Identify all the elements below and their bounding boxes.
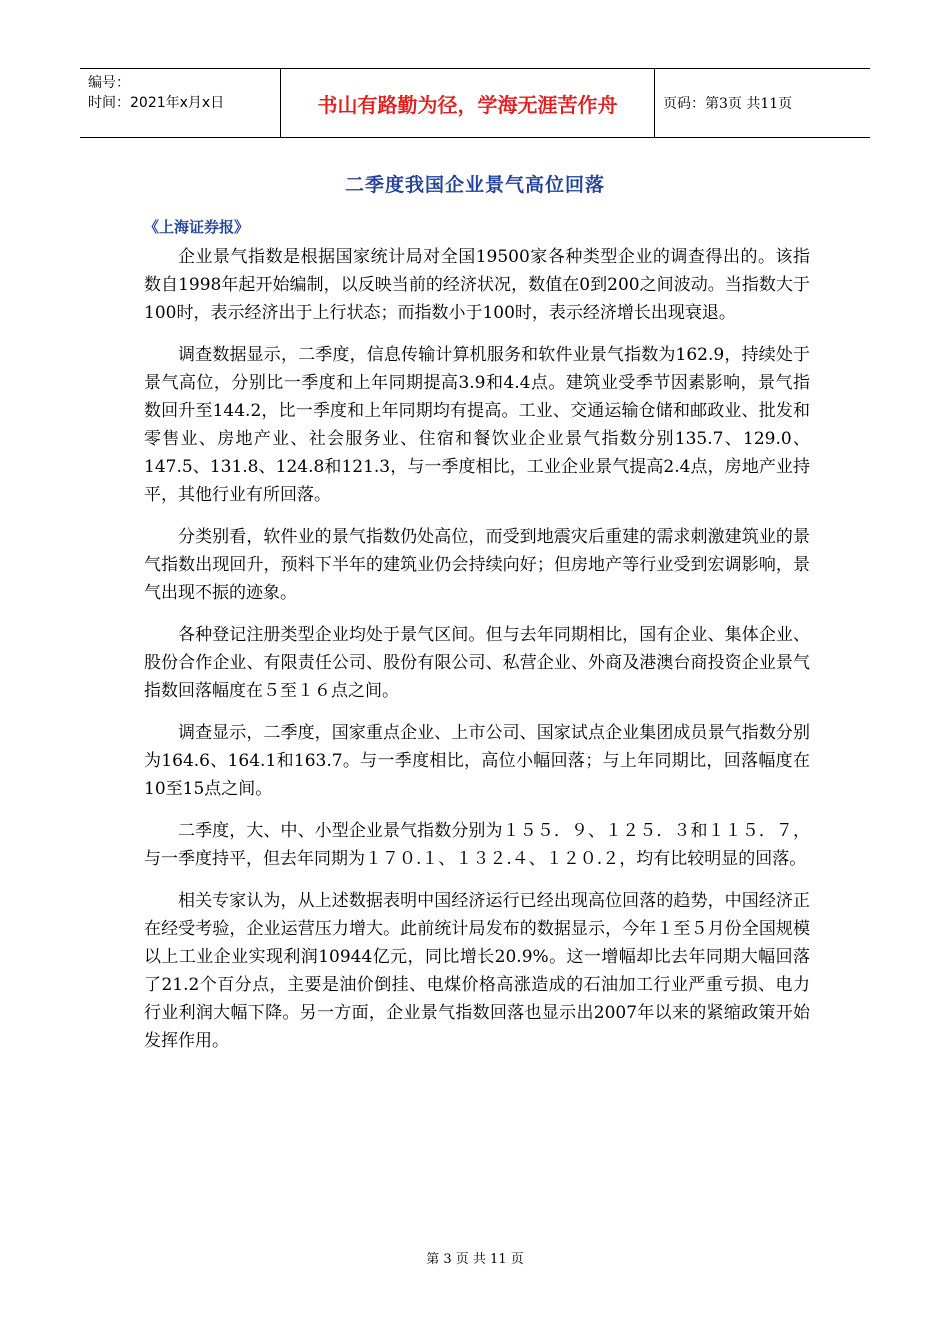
article-paragraph: 调查数据显示，二季度，信息传输计算机服务和软件业景气指数为162.9，持续处于景气高位，分别比一季度和上年同期提高3.9和4.4点。建筑业受季节因素影响，景气指数回升至144.2，比一季度和上年同期均有提高。工业、交通运输仓储和邮政业、批发和零售业、房地产业、社会服务业、住宿和餐饮业企业景气指数分别135.7、129.0、147.5、131.8、124.8和121.3，与一季度相比，工业企业景气提高2.4点，房地产业持平，其他行业有所回落。 (144, 345, 810, 505)
article-paragraph: 各种登记注册类型企业均处于景气区间。但与去年同期相比，国有企业、集体企业、股份合作企业、有限责任公司、股份有限公司、私营企业、外商及港澳台商投资企业景气指数回落幅度在５至１６点之间。 (144, 625, 810, 701)
article-paragraph: 二季度，大、中、小型企业景气指数分别为１５５．９、１２５．３和１１５．７，与一季度持平，但去年同期为１７０.１、１３２.４、１２０.２，均有比较明显的回落。 (144, 821, 810, 869)
article-title: 二季度我国企业景气高位回落 (344, 174, 605, 196)
article-paragraph: 调查显示，二季度，国家重点企业、上市公司、国家试点企业集团成员景气指数分别为164.6、164.1和163.7。与一季度相比，高位小幅回落；与上年同期比，回落幅度在10至15点之间。 (144, 723, 810, 799)
header-meta (80, 69, 281, 137)
header-page-info: 页码：第3页 共11页 (663, 96, 793, 112)
article-paragraph: 相关专家认为，从上述数据表明中国经济运行已经出现高位回落的趋势，中国经济正在经受考验，企业运营压力增大。此前统计局发布的数据显示，今年１至５月份全国规模以上工业企业实现利润10944亿元，同比增长20.9%。这一增幅却比去年同期大幅回落了21.2个百分点，主要是油价倒挂、电煤价格高涨造成的石油加工行业严重亏损、电力行业利润大幅下降。另一方面，企业景气指数回落也显示出2007年以来的紧缩政策开始发挥作用。 (144, 891, 810, 1051)
page-header (80, 68, 870, 138)
article-source: 《上海证券报》 (144, 218, 250, 236)
document-number-label: 编号： (88, 75, 130, 91)
document-time-label: 时间：2021年x月x日 (88, 95, 225, 111)
article-paragraph: 分类别看，软件业的景气指数仍处高位，而受到地震灾后重建的需求刺激建筑业的景气指数出现回升，预料下半年的建筑业仍会持续向好；但房地产等行业受到宏调影响，景气出现不振的迹象。 (144, 527, 810, 603)
article-paragraph: 企业景气指数是根据国家统计局对全国19500家各种类型企业的调查得出的。该指数自1998年起开始编制，以反映当前的经济状况，数值在0到200之间波动。当指数大于100时，表示经济出于上行状态；而指数小于100时，表示经济增长出现衰退。 (144, 247, 810, 323)
article-body (144, 243, 810, 1069)
header-motto: 书山有路勤为径，学海无涯苦作舟 (281, 69, 655, 137)
page-footer: 第 3 页 共 11 页 (426, 1252, 524, 1267)
